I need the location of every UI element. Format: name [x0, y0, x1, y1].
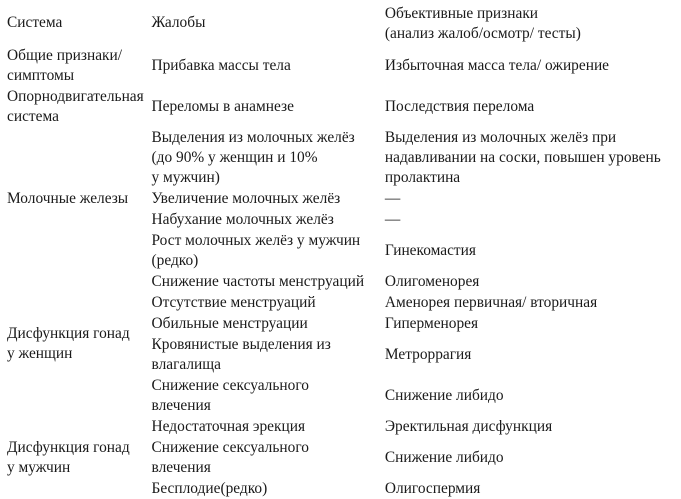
system-label-line2: у женщин: [7, 344, 73, 362]
complaint-line: (до 90% у женщин и 10%: [151, 148, 318, 166]
header-signs-label-line2: (анализ жалоб/осмотр/ тесты): [384, 25, 581, 42]
row-sign: [380, 292, 681, 313]
row-complaint: [147, 375, 380, 416]
header-cell-signs: [380, 0, 681, 45]
sign-line: —: [384, 210, 401, 228]
sign-line: Гинекомастия: [384, 241, 476, 259]
row-complaint: [147, 86, 380, 127]
complaint-line: Бесплодие(редко): [151, 479, 268, 497]
sign-line: —: [384, 189, 401, 207]
row-sign: [380, 437, 681, 478]
row-system-label: [0, 127, 147, 271]
complaint-line: у мужчин): [151, 168, 220, 186]
sign-line: Гиперменорея: [384, 314, 479, 332]
row-complaint: [147, 437, 380, 478]
row-complaint: [147, 313, 380, 334]
sign-line: Эректильная дисфункция: [384, 417, 553, 435]
row-complaint: [147, 271, 380, 292]
complaint-line: Увеличение молочных желёз: [151, 189, 341, 207]
row-sign: [380, 271, 681, 292]
sign-line: пролактина: [384, 168, 461, 186]
complaint-line: Выделения из молочных желёз: [151, 128, 355, 146]
table-row: [0, 45, 681, 86]
table-header-row: [0, 0, 681, 45]
row-sign: [380, 127, 681, 188]
sign-line: Снижение либидо: [384, 386, 504, 404]
complaint-line: Рост молочных желёз у мужчин: [151, 231, 361, 249]
system-label-line2: симптомы: [7, 66, 75, 84]
row-system-label: [0, 45, 147, 86]
system-label-line2: у мужчин: [7, 458, 71, 476]
sign-line: Последствия перелома: [384, 97, 535, 115]
complaint-line: Прибавка массы тела: [151, 56, 291, 74]
row-sign: [380, 209, 681, 230]
sign-line: Выделения из молочных желёз при: [384, 128, 617, 146]
row-complaint: [147, 478, 380, 499]
row-sign: [380, 334, 681, 375]
system-label-line2: система: [7, 107, 59, 125]
complaint-line: влечения: [151, 396, 211, 414]
header-complaints-label: Жалобы: [151, 13, 206, 31]
row-complaint: [147, 188, 380, 209]
complaint-line: влагалища: [151, 355, 221, 373]
row-complaint: [147, 292, 380, 313]
row-complaint: [147, 334, 380, 375]
complaint-line: Снижение сексуального: [151, 438, 309, 456]
row-sign: [380, 313, 681, 334]
complaint-line: Снижение частоты менструаций: [151, 272, 365, 290]
row-sign: [380, 375, 681, 416]
row-sign: [380, 86, 681, 127]
complaint-line: Отсутствие менструаций: [151, 293, 316, 311]
sign-line: Аменорея первичная/ вторичная: [384, 293, 598, 311]
table-row: [0, 416, 681, 437]
row-sign: [380, 45, 681, 86]
sign-line: Снижение либидо: [384, 448, 504, 466]
system-label-line1: Дисфункция гонад: [7, 324, 130, 342]
complaint-line: Кровянистые выделения из: [151, 335, 331, 353]
row-sign: [380, 188, 681, 209]
table-row: [0, 86, 681, 127]
row-sign: [380, 416, 681, 437]
header-cell-system: [0, 0, 147, 45]
sign-line: Метроррагия: [384, 345, 472, 363]
complaint-line: Набухание молочных желёз: [151, 210, 334, 228]
row-sign: [380, 230, 681, 271]
row-complaint: [147, 230, 380, 271]
sign-line: Олигоспермия: [384, 479, 481, 497]
row-sign: [380, 478, 681, 499]
header-system-label: Система: [7, 13, 63, 31]
header-signs-label-line1: Объективные признаки: [384, 5, 539, 22]
row-system-label: [0, 271, 147, 416]
table-row: [0, 127, 681, 188]
complaint-line: Обильные менструации: [151, 314, 308, 332]
complaint-line: Переломы в анамнезе: [151, 97, 294, 115]
complaint-line: Недостаточная эрекция: [151, 417, 306, 435]
sign-line: Олигоменорея: [384, 272, 480, 290]
sign-line: надавливании на соски, повышен уровень: [384, 148, 661, 166]
row-system-label: [0, 86, 147, 127]
table-row: [0, 271, 681, 292]
complaint-line: влечения: [151, 458, 211, 476]
system-label-line1: Общие признаки/: [7, 46, 123, 64]
row-complaint: [147, 209, 380, 230]
system-label-line1: Молочные железы: [7, 190, 129, 207]
system-label-line1: Опорнодвигательная: [7, 87, 144, 105]
system-label-line1: Дисфункция гонад: [7, 438, 130, 456]
sign-line: Избыточная масса тела/ ожирение: [384, 56, 610, 74]
complaint-line: Снижение сексуального: [151, 376, 309, 394]
row-complaint: [147, 127, 380, 188]
row-complaint: [147, 416, 380, 437]
complaint-line: (редко): [151, 251, 199, 269]
header-cell-complaints: [147, 0, 380, 45]
row-complaint: [147, 45, 380, 86]
